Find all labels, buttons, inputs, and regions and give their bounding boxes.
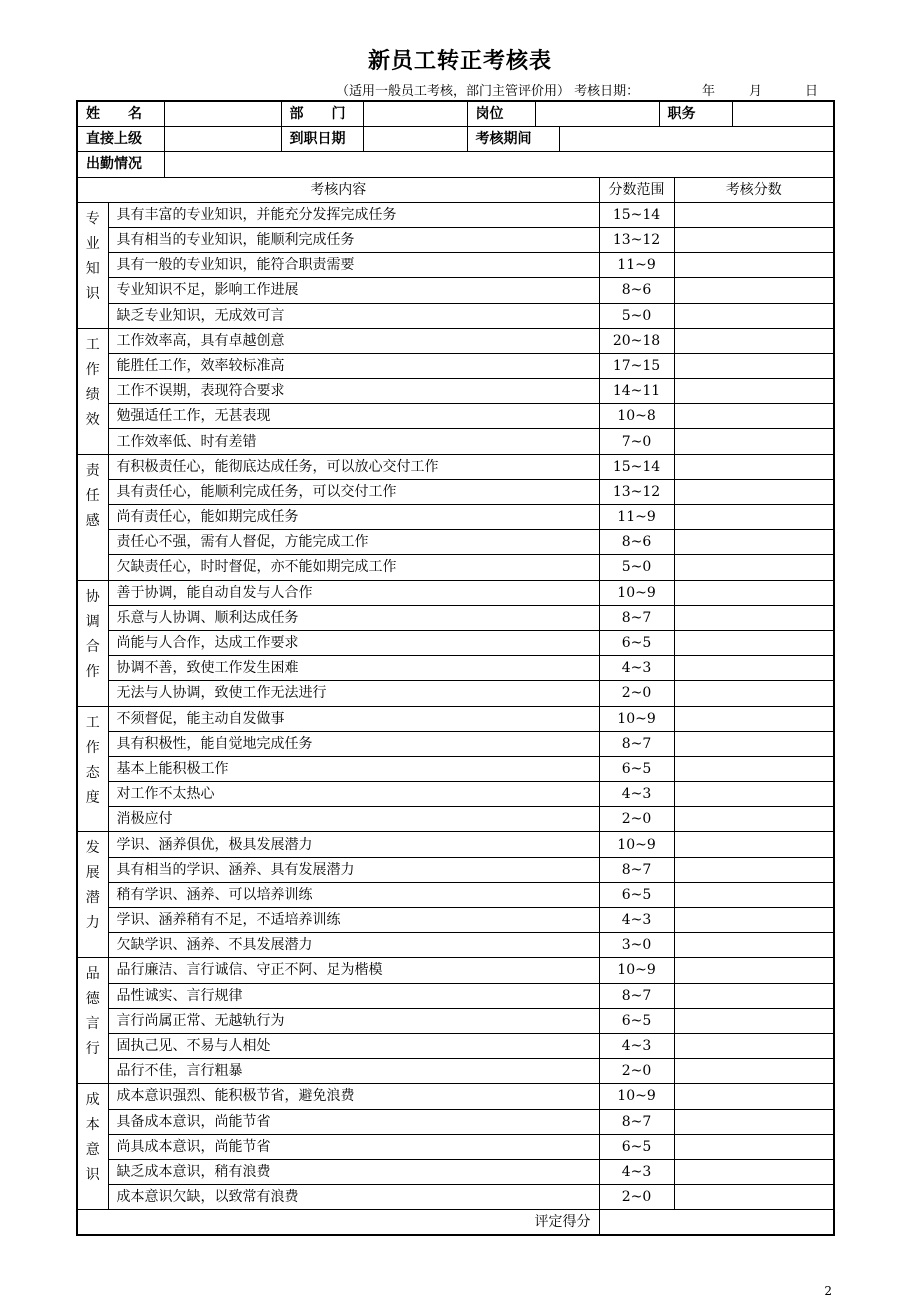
title-label: 职务 xyxy=(659,101,732,127)
score-input[interactable] xyxy=(674,404,834,429)
criteria-row xyxy=(77,1084,834,1109)
score-input[interactable] xyxy=(674,278,834,303)
score-range: 8~7 xyxy=(599,857,674,882)
header-row-3 xyxy=(77,152,834,177)
criteria-text: 工作效率高，具有卓越创意 xyxy=(108,328,599,353)
join-date-label: 到职日期 xyxy=(281,127,363,152)
score-input[interactable] xyxy=(674,605,834,630)
title-field[interactable] xyxy=(732,101,834,127)
criteria-text: 具有相当的专业知识，能顺利完成任务 xyxy=(108,227,599,252)
score-range: 10~9 xyxy=(599,1084,674,1109)
header-row-2 xyxy=(77,127,834,152)
criteria-row xyxy=(77,253,834,278)
criteria-text: 品行不佳，言行粗暴 xyxy=(108,1059,599,1084)
criteria-row xyxy=(77,227,834,252)
criteria-text: 品性诚实、言行规律 xyxy=(108,983,599,1008)
score-range: 17~15 xyxy=(599,353,674,378)
score-range: 10~9 xyxy=(599,706,674,731)
score-input[interactable] xyxy=(674,505,834,530)
criteria-text: 责任心不强，需有人督促，方能完成工作 xyxy=(108,530,599,555)
criteria-text: 能胜任工作，效率较标准高 xyxy=(108,353,599,378)
attendance-field[interactable] xyxy=(164,152,834,177)
score-input[interactable] xyxy=(674,706,834,731)
criteria-row xyxy=(77,479,834,504)
date-year-label: 年 xyxy=(702,84,716,99)
score-range: 4~3 xyxy=(599,1033,674,1058)
score-range: 6~5 xyxy=(599,882,674,907)
criteria-row xyxy=(77,202,834,227)
criteria-text: 具有积极性，能自觉地完成任务 xyxy=(108,731,599,756)
score-input[interactable] xyxy=(674,479,834,504)
criteria-text: 成本意识强烈、能积极节省，避免浪费 xyxy=(108,1084,599,1109)
criteria-row xyxy=(77,1134,834,1159)
total-label: 评定得分 xyxy=(77,1210,599,1236)
supervisor-field[interactable] xyxy=(164,127,281,152)
score-input[interactable] xyxy=(674,958,834,983)
appraisal-table xyxy=(76,100,835,1236)
score-input[interactable] xyxy=(674,555,834,580)
score-range: 4~3 xyxy=(599,908,674,933)
criteria-text: 言行尚属正常、无越轨行为 xyxy=(108,1008,599,1033)
category-label: 专 业 知 识 xyxy=(77,202,108,328)
criteria-text: 具有丰富的专业知识，并能充分发挥完成任务 xyxy=(108,202,599,227)
criteria-row xyxy=(77,756,834,781)
score-range: 6~5 xyxy=(599,756,674,781)
criteria-text: 学识、涵养俱优，极具发展潜力 xyxy=(108,832,599,857)
score-range: 4~3 xyxy=(599,782,674,807)
criteria-row xyxy=(77,807,834,832)
score-input[interactable] xyxy=(674,731,834,756)
dept-label: 部 门 xyxy=(281,101,363,127)
category-label: 品 德 言 行 xyxy=(77,958,108,1084)
criteria-row xyxy=(77,882,834,907)
score-range: 8~7 xyxy=(599,1109,674,1134)
criteria-text: 缺乏成本意识，稍有浪费 xyxy=(108,1159,599,1184)
score-input[interactable] xyxy=(674,1059,834,1084)
score-input[interactable] xyxy=(674,1134,834,1159)
total-row xyxy=(77,1210,834,1236)
post-field[interactable] xyxy=(535,101,659,127)
total-score-field[interactable] xyxy=(599,1210,834,1236)
score-range: 10~8 xyxy=(599,404,674,429)
score-range: 3~0 xyxy=(599,933,674,958)
criteria-row xyxy=(77,1109,834,1134)
score-col-header: 考核分数 xyxy=(674,177,834,202)
range-col-header: 分数范围 xyxy=(599,177,674,202)
criteria-row xyxy=(77,908,834,933)
score-range: 10~9 xyxy=(599,958,674,983)
period-label: 考核期间 xyxy=(467,127,559,152)
date-month-label: 月 xyxy=(749,84,763,99)
criteria-row xyxy=(77,278,834,303)
score-range: 6~5 xyxy=(599,1008,674,1033)
score-input[interactable] xyxy=(674,1084,834,1109)
criteria-row xyxy=(77,656,834,681)
criteria-text: 有积极责任心，能彻底达成任务，可以放心交付工作 xyxy=(108,454,599,479)
criteria-row xyxy=(77,731,834,756)
score-range: 2~0 xyxy=(599,681,674,706)
score-range: 2~0 xyxy=(599,1059,674,1084)
score-range: 4~3 xyxy=(599,1159,674,1184)
score-input[interactable] xyxy=(674,353,834,378)
criteria-row xyxy=(77,303,834,328)
score-range: 2~0 xyxy=(599,807,674,832)
score-input[interactable] xyxy=(674,429,834,454)
criteria-row xyxy=(77,429,834,454)
criteria-text: 尚有责任心，能如期完成任务 xyxy=(108,505,599,530)
criteria-row xyxy=(77,782,834,807)
criteria-row xyxy=(77,530,834,555)
score-input[interactable] xyxy=(674,756,834,781)
criteria-text: 稍有学识、涵养、可以培养训练 xyxy=(108,882,599,907)
form-subtitle: （适用一般员工考核，部门主管评价用） 考核日期： xyxy=(336,84,640,99)
criteria-text: 欠缺学识、涵养、不具发展潜力 xyxy=(108,933,599,958)
criteria-row xyxy=(77,857,834,882)
date-day-label: 日 xyxy=(805,84,819,99)
name-label: 姓 名 xyxy=(77,101,164,127)
criteria-row xyxy=(77,580,834,605)
score-range: 15~14 xyxy=(599,202,674,227)
score-input[interactable] xyxy=(674,202,834,227)
score-input[interactable] xyxy=(674,782,834,807)
criteria-text: 品行廉洁、言行诚信、守正不阿、足为楷模 xyxy=(108,958,599,983)
attendance-label: 出勤情况 xyxy=(77,152,164,177)
category-label: 成 本 意 识 xyxy=(77,1084,108,1210)
score-range: 14~11 xyxy=(599,379,674,404)
criteria-text: 协调不善，致使工作发生困难 xyxy=(108,656,599,681)
criteria-row xyxy=(77,1159,834,1184)
name-field[interactable] xyxy=(164,101,281,127)
criteria-row xyxy=(77,958,834,983)
criteria-row xyxy=(77,505,834,530)
score-input[interactable] xyxy=(674,1185,834,1210)
score-range: 11~9 xyxy=(599,505,674,530)
score-range: 10~9 xyxy=(599,832,674,857)
score-input[interactable] xyxy=(674,807,834,832)
criteria-text: 乐意与人协调、顺利达成任务 xyxy=(108,605,599,630)
dept-field[interactable] xyxy=(363,101,467,127)
category-label: 责 任 感 xyxy=(77,454,108,580)
criteria-text: 无法与人协调，致使工作无法进行 xyxy=(108,681,599,706)
score-input[interactable] xyxy=(674,379,834,404)
score-input[interactable] xyxy=(674,1033,834,1058)
criteria-text: 具备成本意识，尚能节省 xyxy=(108,1109,599,1134)
score-input[interactable] xyxy=(674,656,834,681)
post-label: 岗位 xyxy=(467,101,535,127)
supervisor-label: 直接上级 xyxy=(77,127,164,152)
criteria-row xyxy=(77,454,834,479)
score-input[interactable] xyxy=(674,580,834,605)
criteria-text: 对工作不太热心 xyxy=(108,782,599,807)
score-input[interactable] xyxy=(674,857,834,882)
score-input[interactable] xyxy=(674,328,834,353)
score-range: 8~6 xyxy=(599,278,674,303)
criteria-text: 消极应付 xyxy=(108,807,599,832)
criteria-row xyxy=(77,983,834,1008)
criteria-text: 不须督促，能主动自发做事 xyxy=(108,706,599,731)
criteria-row xyxy=(77,353,834,378)
criteria-row xyxy=(77,1185,834,1210)
score-range: 4~3 xyxy=(599,656,674,681)
criteria-row xyxy=(77,706,834,731)
criteria-text: 专业知识不足，影响工作进展 xyxy=(108,278,599,303)
criteria-text: 基本上能积极工作 xyxy=(108,756,599,781)
score-range: 6~5 xyxy=(599,1134,674,1159)
score-input[interactable] xyxy=(674,933,834,958)
criteria-row xyxy=(77,1059,834,1084)
criteria-row xyxy=(77,1008,834,1033)
score-range: 8~7 xyxy=(599,731,674,756)
criteria-text: 学识、涵养稍有不足，不适培养训练 xyxy=(108,908,599,933)
criteria-text: 具有责任心，能顺利完成任务，可以交付工作 xyxy=(108,479,599,504)
header-row-1 xyxy=(77,101,834,127)
score-input[interactable] xyxy=(674,832,834,857)
score-input[interactable] xyxy=(674,454,834,479)
score-input[interactable] xyxy=(674,630,834,655)
criteria-row xyxy=(77,404,834,429)
score-range: 8~7 xyxy=(599,983,674,1008)
criteria-text: 具有一般的专业知识，能符合职责需要 xyxy=(108,253,599,278)
criteria-text: 欠缺责任心，时时督促，亦不能如期完成工作 xyxy=(108,555,599,580)
score-input[interactable] xyxy=(674,681,834,706)
score-range: 10~9 xyxy=(599,580,674,605)
criteria-row xyxy=(77,832,834,857)
criteria-row xyxy=(77,630,834,655)
score-range: 2~0 xyxy=(599,1185,674,1210)
score-input[interactable] xyxy=(674,908,834,933)
content-col-header: 考核内容 xyxy=(77,177,599,202)
score-input[interactable] xyxy=(674,983,834,1008)
criteria-text: 固执己见、不易与人相处 xyxy=(108,1033,599,1058)
criteria-text: 缺乏专业知识，无成效可言 xyxy=(108,303,599,328)
criteria-row xyxy=(77,328,834,353)
score-range: 8~7 xyxy=(599,605,674,630)
score-range: 6~5 xyxy=(599,630,674,655)
join-date-field[interactable] xyxy=(363,127,467,152)
score-range: 5~0 xyxy=(599,303,674,328)
score-input[interactable] xyxy=(674,1008,834,1033)
criteria-text: 善于协调，能自动自发与人合作 xyxy=(108,580,599,605)
criteria-row xyxy=(77,1033,834,1058)
category-label: 工 作 绩 效 xyxy=(77,328,108,454)
score-input[interactable] xyxy=(674,882,834,907)
criteria-text: 具有相当的学识、涵养、具有发展潜力 xyxy=(108,857,599,882)
score-range: 5~0 xyxy=(599,555,674,580)
period-field[interactable] xyxy=(559,127,834,152)
criteria-row xyxy=(77,555,834,580)
criteria-row xyxy=(77,681,834,706)
category-label: 工 作 态 度 xyxy=(77,706,108,832)
criteria-row xyxy=(77,605,834,630)
score-range: 7~0 xyxy=(599,429,674,454)
criteria-text: 工作不误期，表现符合要求 xyxy=(108,379,599,404)
score-input[interactable] xyxy=(674,227,834,252)
column-header-row xyxy=(77,177,834,202)
score-range: 11~9 xyxy=(599,253,674,278)
category-label: 发 展 潜 力 xyxy=(77,832,108,958)
score-input[interactable] xyxy=(674,253,834,278)
criteria-text: 工作效率低、时有差错 xyxy=(108,429,599,454)
score-range: 15~14 xyxy=(599,454,674,479)
criteria-text: 成本意识欠缺，以致常有浪费 xyxy=(108,1185,599,1210)
score-input[interactable] xyxy=(674,1159,834,1184)
score-input[interactable] xyxy=(674,1109,834,1134)
criteria-text: 尚能与人合作，达成工作要求 xyxy=(108,630,599,655)
criteria-row xyxy=(77,933,834,958)
score-range: 20~18 xyxy=(599,328,674,353)
form-title: 新员工转正考核表 xyxy=(367,49,552,74)
score-input[interactable] xyxy=(674,303,834,328)
score-range: 13~12 xyxy=(599,227,674,252)
criteria-row xyxy=(77,379,834,404)
criteria-text: 勉强适任工作，无甚表现 xyxy=(108,404,599,429)
score-range: 8~6 xyxy=(599,530,674,555)
category-label: 协 调 合 作 xyxy=(77,580,108,706)
score-range: 13~12 xyxy=(599,479,674,504)
criteria-text: 尚具成本意识，尚能节省 xyxy=(108,1134,599,1159)
page-number: 2 xyxy=(824,1284,832,1298)
score-input[interactable] xyxy=(674,530,834,555)
